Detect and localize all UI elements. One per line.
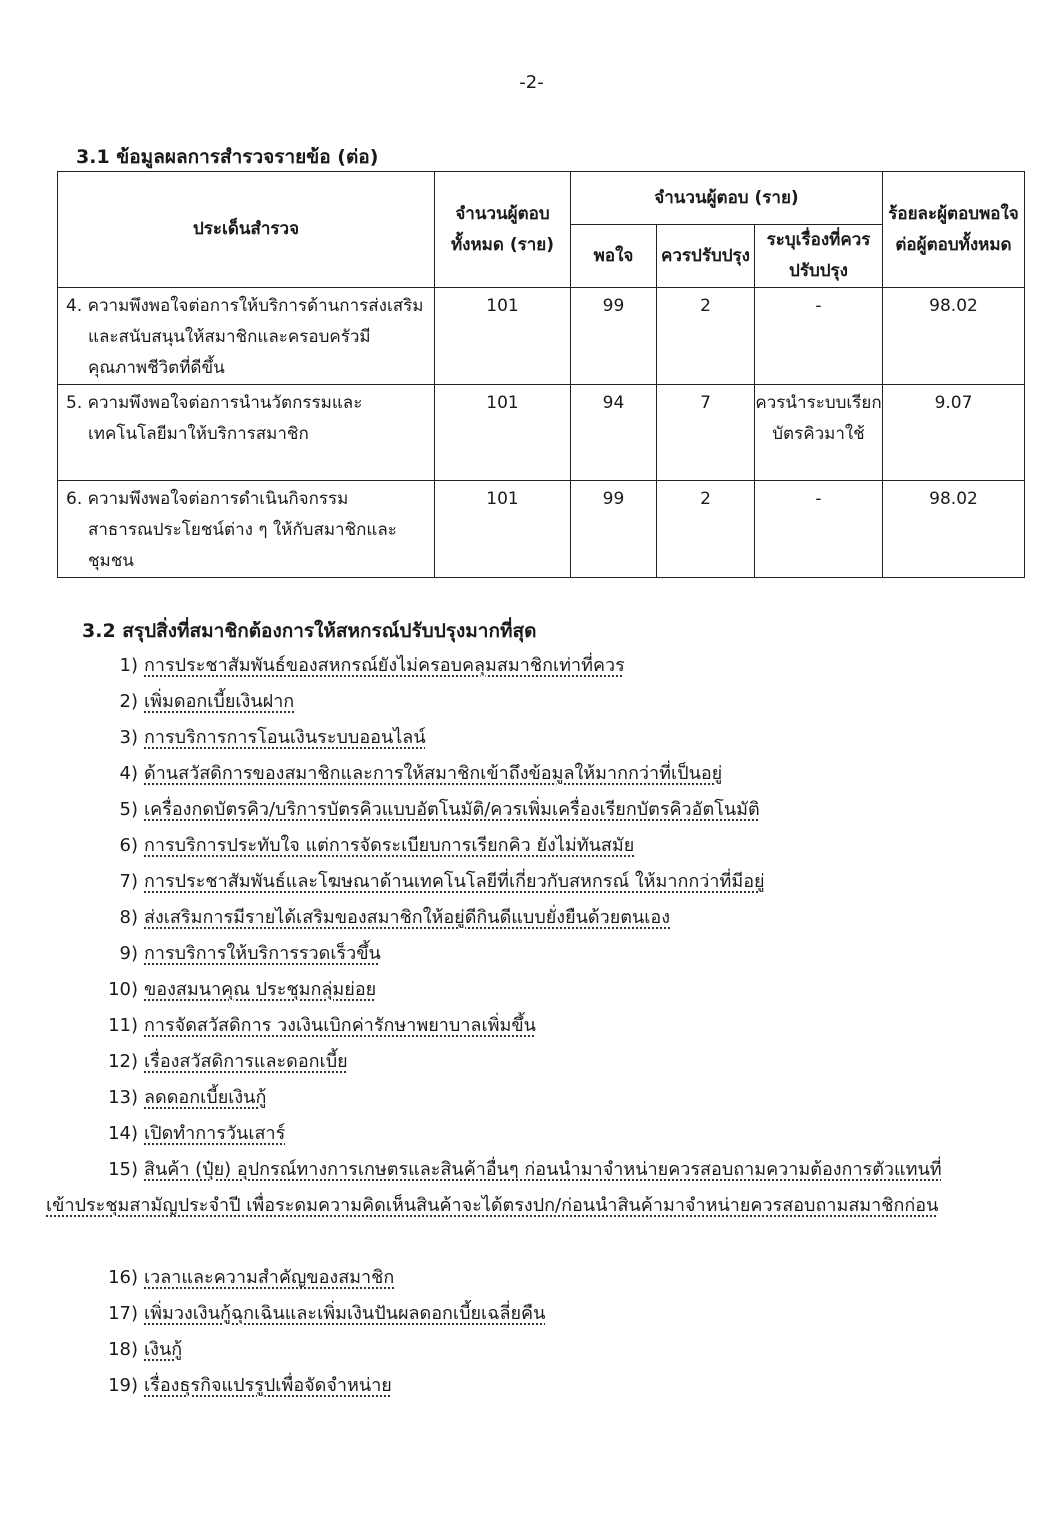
header-percent-satisfied: ร้อยละผู้ตอบพอใจต่อผู้ตอบทั้งหมด: [883, 172, 1025, 288]
header-should-improve: ควรปรับปรุง: [657, 225, 755, 288]
cell-satisfied: 94: [571, 385, 657, 481]
cell-topic: [58, 385, 435, 481]
list-item: [0, 684, 1063, 720]
list-item-number: 16): [108, 1267, 138, 1288]
list-item-text: สินค้า (ปุ๋ย) อุปกรณ์ทางการเกษตรและสินค้าอื่นๆ ก่อนนำมาจำหน่ายควรสอบถามความต้องการตัวแทนที่เข้าประชุมสามัญประจำปี เพื่อระดมความคิดเห็นสินค้าจะได้ตรงปก/ก่อนนำสินค้ามาจำหน่ายควรสอบถามสมาชิกก่อน: [46, 1159, 942, 1216]
list-item-text: เพิ่มดอกเบี้ยเงินฝาก: [144, 691, 295, 712]
list-item-text: การประชาสัมพันธ์ของสหกรณ์ยังไม่ครอบคลุมสมาชิกเท่าที่ควร: [144, 655, 625, 676]
list-item-number: 13): [108, 1087, 138, 1108]
list-item-number: 7): [119, 871, 138, 892]
list-item-text: ลดดอกเบี้ยเงินกู้: [144, 1087, 267, 1108]
survey-results-table: [57, 171, 1025, 578]
table-row: [58, 288, 1025, 385]
list-item-number: 3): [119, 727, 138, 748]
list-item-text: ของสมนาคุณ ประชุมกลุ่มย่อย: [144, 979, 377, 1000]
list-item: [0, 720, 1063, 756]
table-row: [58, 385, 1025, 481]
cell-percent: 9.07: [883, 385, 1025, 481]
list-item-text: เครื่องกดบัตรคิว/บริการบัตรคิวแบบอัตโนมัติ/ควรเพิ่มเครื่องเรียกบัตรคิวอัตโนมัติ: [144, 799, 760, 820]
list-item: [0, 1260, 1063, 1296]
list-item: [0, 1296, 1063, 1332]
topic-continuation: และสนับสนุนให้สมาชิกและครอบครัวมีคุณภาพชีวิตที่ดีขึ้น: [88, 327, 371, 378]
list-item-text: การบริการการโอนเงินระบบออนไลน์: [144, 727, 426, 748]
list-item-text: การจัดสวัสดิการ วงเงินเบิกค่ารักษาพยาบาลเพิ่มขึ้น: [144, 1015, 536, 1036]
list-item-number: 19): [108, 1375, 138, 1396]
list-item-text: เพิ่มวงเงินกู้ฉุกเฉินและเพิ่มเงินปันผลดอกเบี้ยเฉลี่ยคืน: [144, 1303, 546, 1324]
cell-satisfied: 99: [571, 288, 657, 385]
cell-total: 101: [435, 288, 571, 385]
topic-first-line: 5. ความพึงพอใจต่อการนำนวัตกรรมและ: [66, 393, 363, 413]
topic-continuation: สาธารณประโยชน์ต่าง ๆ ให้กับสมาชิกและชุมชน: [88, 520, 397, 571]
list-item: [0, 1080, 1063, 1116]
cell-total: 101: [435, 385, 571, 481]
list-item-text: การประชาสัมพันธ์และโฆษณาด้านเทคโนโลยีที่เกี่ยวกับสหกรณ์ ให้มากกว่าที่มีอยู่: [144, 871, 765, 892]
list-item: [0, 1116, 1063, 1152]
cell-improve: 2: [657, 481, 755, 578]
list-item-text: ด้านสวัสดิการของสมาชิกและการให้สมาชิกเข้าถึงข้อมูลให้มากกว่าที่เป็นอยู่: [144, 763, 723, 784]
table-row: [58, 481, 1025, 578]
list-item-text: เรื่องสวัสดิการและดอกเบี้ย: [144, 1051, 348, 1072]
header-topic: ประเด็นสำรวจ: [58, 172, 435, 288]
cell-topic: [58, 481, 435, 578]
list-item: [0, 1332, 1063, 1368]
header-total-respondents: จำนวนผู้ตอบทั้งหมด (ราย): [435, 172, 571, 288]
list-item-number: 1): [119, 655, 138, 676]
list-item-number: 8): [119, 907, 138, 928]
list-item: [0, 828, 1063, 864]
list-item: [0, 648, 1063, 684]
list-item-number: 12): [108, 1051, 138, 1072]
cell-improve: 2: [657, 288, 755, 385]
list-item: [0, 792, 1063, 828]
list-item: [0, 1044, 1063, 1080]
topic-continuation: เทคโนโลยีมาให้บริการสมาชิก: [88, 424, 309, 444]
cell-specify: ควรนำระบบเรียกบัตรคิวมาใช้: [755, 385, 883, 481]
list-item-number: 5): [119, 799, 138, 820]
list-item-number: 2): [119, 691, 138, 712]
list-item: [0, 756, 1063, 792]
improvement-list: [0, 648, 1063, 1404]
list-item: [0, 972, 1063, 1008]
section-3-1-title: 3.1 ข้อมูลผลการสำรวจรายข้อ (ต่อ): [76, 146, 379, 168]
list-item: [0, 1368, 1063, 1404]
cell-topic: [58, 288, 435, 385]
list-item-text: เงินกู้: [144, 1339, 183, 1360]
section-3-2-title: 3.2 สรุปสิ่งที่สมาชิกต้องการให้สหกรณ์ปรับปรุงมากที่สุด: [82, 620, 537, 642]
list-item: [0, 1008, 1063, 1044]
list-item-number: 14): [108, 1123, 138, 1144]
list-item-number: 11): [108, 1015, 138, 1036]
topic-first-line: 4. ความพึงพอใจต่อการให้บริการด้านการส่งเสริม: [66, 296, 424, 316]
topic-first-line: 6. ความพึงพอใจต่อการดำเนินกิจกรรม: [66, 489, 349, 509]
list-item: [0, 864, 1063, 900]
list-item-number: 4): [119, 763, 138, 784]
list-item: [0, 900, 1063, 936]
header-satisfied: พอใจ: [571, 225, 657, 288]
cell-satisfied: 99: [571, 481, 657, 578]
header-specify-improvement: ระบุเรื่องที่ควรปรับปรุง: [755, 225, 883, 288]
list-item-number: 10): [108, 979, 138, 1000]
list-item-text: ส่งเสริมการมีรายได้เสริมของสมาชิกให้อยู่ดีกินดีแบบยั่งยืนด้วยตนเอง: [144, 907, 671, 928]
list-item-number: 15): [108, 1159, 138, 1180]
list-item-number: 17): [108, 1303, 138, 1324]
cell-specify: -: [755, 481, 883, 578]
list-item-text: การบริการประทับใจ แต่การจัดระเบียบการเรียกคิว ยังไม่ทันสมัย: [144, 835, 635, 856]
list-item-text: เวลาและความสำคัญของสมาชิก: [144, 1267, 395, 1288]
list-item-text: เปิดทำการวันเสาร์: [144, 1123, 286, 1144]
page-number: -2-: [519, 72, 544, 93]
list-item-text: การบริการให้บริการรวดเร็วขึ้น: [144, 943, 381, 964]
list-item-number: 6): [119, 835, 138, 856]
cell-total: 101: [435, 481, 571, 578]
cell-improve: 7: [657, 385, 755, 481]
list-item: [0, 936, 1063, 972]
list-item-number: 9): [119, 943, 138, 964]
header-respondents: จำนวนผู้ตอบ (ราย): [571, 172, 883, 225]
cell-percent: 98.02: [883, 481, 1025, 578]
cell-specify: -: [755, 288, 883, 385]
list-item-text: เรื่องธุรกิจแปรรูปเพื่อจัดจำหน่าย: [144, 1375, 392, 1396]
cell-percent: 98.02: [883, 288, 1025, 385]
list-item: [0, 1152, 1063, 1260]
list-item-number: 18): [108, 1339, 138, 1360]
